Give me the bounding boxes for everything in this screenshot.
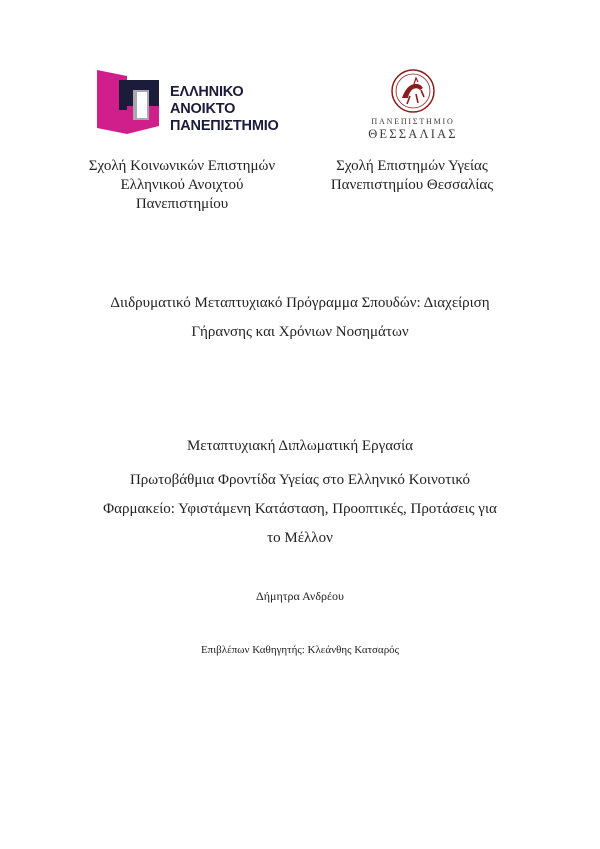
school-hou-line: Πανεπιστημίου bbox=[135, 196, 229, 212]
program-name-line: Γήρανσης και Χρόνιων Νοσημάτων bbox=[191, 324, 409, 340]
uth-wordmark-line1: ΠΑΝΕΠΙΣΤΗΜΙΟ bbox=[371, 117, 455, 126]
school-uth-line: Πανεπιστημίου Θεσσαλίας bbox=[330, 177, 494, 193]
uth-wordmark-line2: ΘΕΣΣΑΛΙΑΣ bbox=[368, 127, 458, 141]
hou-emblem-icon bbox=[97, 70, 167, 140]
program-name bbox=[40, 289, 560, 347]
university-of-thessaly-logo bbox=[360, 68, 470, 140]
uth-seal-icon bbox=[390, 68, 436, 114]
thesis-type: Μεταπτυχιακή Διπλωματική Εργασία bbox=[186, 438, 414, 454]
hou-wordmark bbox=[170, 84, 279, 135]
hou-wordmark-line: ΠΑΝΕΠΙΣΤΗΜΙΟ bbox=[170, 118, 279, 134]
school-uth bbox=[312, 157, 512, 195]
supervisor-name: Επιβλέπων Καθηγητής: Κλεάνθης Κατσαρός bbox=[200, 644, 400, 656]
school-uth-line: Σχολή Επιστημών Υγείας bbox=[336, 158, 488, 174]
hellenic-open-university-logo bbox=[97, 70, 297, 145]
thesis-title bbox=[40, 466, 560, 553]
thesis-title-line: Πρωτοβάθμια Φροντίδα Υγείας στο Ελληνικό Κοινοτικό bbox=[129, 472, 471, 488]
thesis-title-line: το Μέλλον bbox=[267, 530, 333, 546]
school-hou bbox=[82, 157, 282, 214]
school-hou-line: Σχολή Κοινωνικών Επιστημών bbox=[88, 158, 276, 174]
hou-wordmark-line: ΑΝΟΙΚΤΟ bbox=[170, 101, 236, 117]
school-hou-line: Ελληνικού Ανοιχτού bbox=[120, 177, 244, 193]
author-name: Δήμητρα Ανδρέου bbox=[256, 589, 344, 603]
program-name-line: Διιδρυματικό Μεταπτυχιακό Πρόγραμμα Σπουδών: Διαχείριση bbox=[110, 295, 490, 311]
thesis-title-line: Φαρμακείο: Υφιστάμενη Κατάσταση, Προοπτικές, Προτάσεις για bbox=[103, 501, 497, 517]
hou-wordmark-line: ΕΛΛΗΝΙΚΟ bbox=[170, 84, 244, 100]
